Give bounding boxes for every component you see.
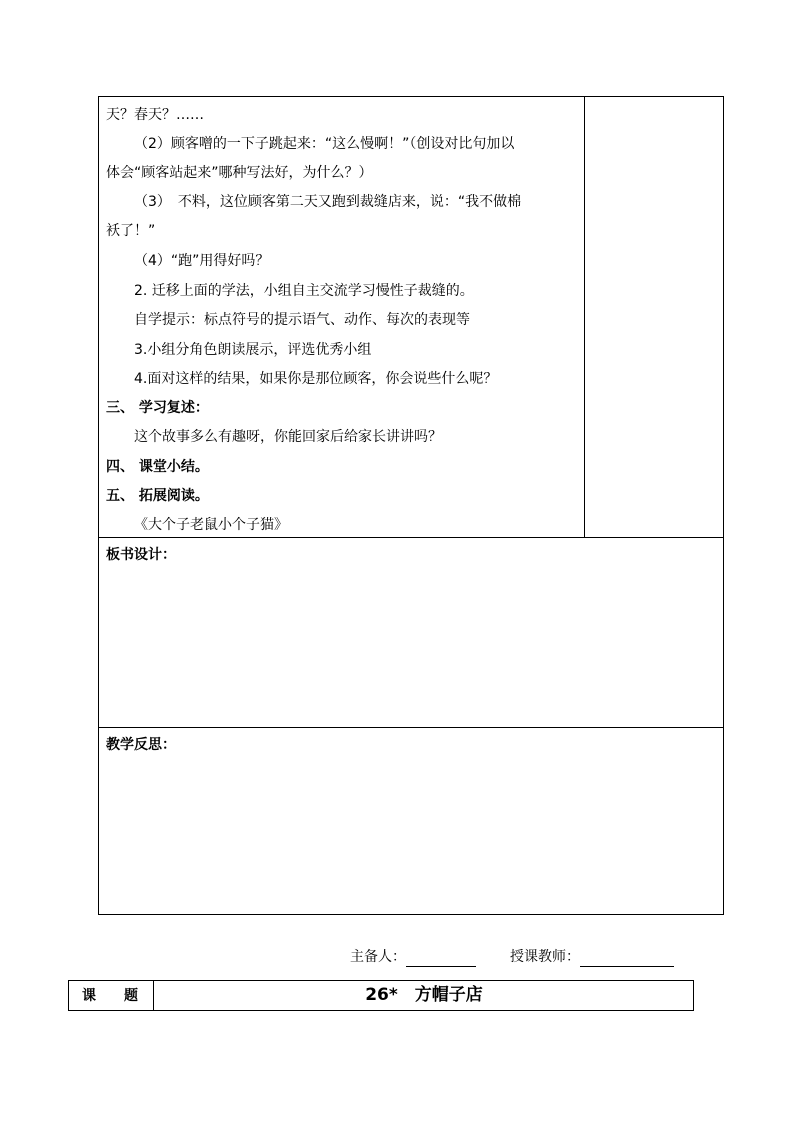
lesson-line-9: 3.小组分角色朗读展示，评选优秀小组 bbox=[134, 342, 372, 358]
column-divider bbox=[584, 96, 585, 538]
lesson-line-7: 2. 迁移上面的学法，小组自主交流学习慢性子裁缝的。 bbox=[134, 283, 474, 299]
preparer-blank[interactable] bbox=[406, 950, 476, 967]
board-design-label: 板书设计： bbox=[106, 547, 176, 563]
preparer-label: 主备人： bbox=[350, 949, 406, 965]
lesson-line-10: 4.面对这样的结果，如果你是那位顾客，你会说些什么呢？ bbox=[134, 371, 498, 387]
section-heading-summary: 四、 课堂小结。 bbox=[106, 459, 209, 475]
lesson-line-6: （4）“跑”用得好吗？ bbox=[134, 253, 270, 269]
teacher-label: 授课教师： bbox=[510, 949, 580, 965]
section-heading-extended-reading: 五、 拓展阅读。 bbox=[106, 488, 209, 504]
row-divider-reflection bbox=[98, 727, 724, 728]
lesson-line-3: 体会“顾客站起来”哪种写法好，为什么？） bbox=[106, 165, 373, 181]
topic-label: 课 题 bbox=[82, 988, 138, 1004]
lesson-line-4: （3） 不料，这位顾客第二天又跑到裁缝店来，说：“我不做棉 bbox=[134, 194, 522, 210]
teacher-field bbox=[510, 947, 674, 967]
lesson-line-8: 自学提示：标点符号的提示语气、动作、每次的表现等 bbox=[134, 312, 470, 328]
lesson-line-12: 这个故事多么有趣呀，你能回家后给家长讲讲吗？ bbox=[134, 429, 442, 445]
teacher-blank[interactable] bbox=[580, 950, 674, 967]
lesson-line-5: 袄了！” bbox=[106, 223, 156, 239]
row-divider-board bbox=[98, 537, 724, 538]
reflection-label: 教学反思： bbox=[106, 737, 176, 753]
preparer-field bbox=[350, 947, 476, 967]
section-heading-retell: 三、 学习复述： bbox=[106, 400, 209, 416]
lesson-line-2: （2）顾客噌的一下子跳起来：“这么慢啊！”（创设对比句加以 bbox=[134, 136, 515, 152]
topic-title: 26* 方帽子店 bbox=[365, 985, 483, 1005]
lesson-line-15: 《大个子老鼠小个子猫》 bbox=[134, 517, 288, 533]
lesson-line-1: 天？春天？…… bbox=[106, 107, 204, 123]
